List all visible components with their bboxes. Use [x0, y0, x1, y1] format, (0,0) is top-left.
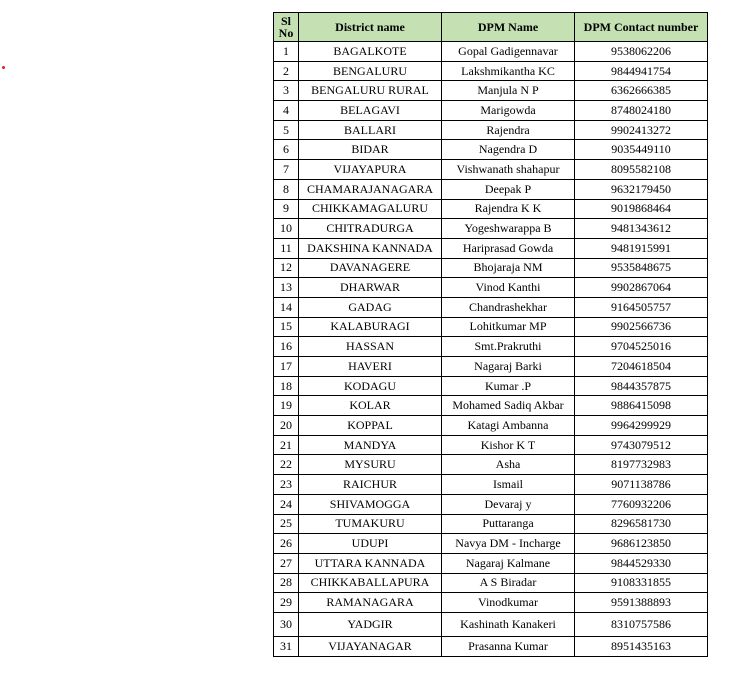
cell-district-name: UDUPI	[299, 534, 442, 554]
cell-sl-no: 29	[274, 593, 299, 613]
cell-dpm-name: Kumar .P	[442, 376, 575, 396]
table-row	[274, 376, 708, 396]
cell-dpm-name: Marigowda	[442, 101, 575, 121]
cell-district-name: KALABURAGI	[299, 317, 442, 337]
cell-district-name: DAKSHINA KANNADA	[299, 238, 442, 258]
cell-dpm-contact: 8197732983	[575, 455, 708, 475]
cell-dpm-name: Lakshmikantha KC	[442, 61, 575, 81]
cell-district-name: BAGALKOTE	[299, 42, 442, 62]
cell-dpm-contact: 9902566736	[575, 317, 708, 337]
cell-sl-no: 23	[274, 475, 299, 495]
cell-sl-no: 9	[274, 199, 299, 219]
cell-dpm-contact: 9481915991	[575, 238, 708, 258]
table-row	[274, 612, 708, 636]
cell-dpm-name: Navya DM - Incharge	[442, 534, 575, 554]
cell-sl-no: 12	[274, 258, 299, 278]
cell-dpm-name: Deepak P	[442, 179, 575, 199]
cell-dpm-name: Rajendra	[442, 120, 575, 140]
table-row	[274, 258, 708, 278]
cell-district-name: UTTARA KANNADA	[299, 553, 442, 573]
cell-dpm-contact: 9844357875	[575, 376, 708, 396]
cell-sl-no: 14	[274, 297, 299, 317]
cell-district-name: SHIVAMOGGA	[299, 494, 442, 514]
cell-district-name: GADAG	[299, 297, 442, 317]
cell-district-name: RAMANAGARA	[299, 593, 442, 613]
cell-dpm-contact: 6362666385	[575, 81, 708, 101]
cell-dpm-contact: 9886415098	[575, 396, 708, 416]
cell-district-name: CHIKKAMAGALURU	[299, 199, 442, 219]
table-row	[274, 573, 708, 593]
cell-dpm-contact: 9481343612	[575, 219, 708, 239]
cell-sl-no: 31	[274, 636, 299, 656]
header-district-name: District name	[299, 13, 442, 42]
header-sl-no: Sl No	[274, 13, 299, 42]
cell-district-name: BENGALURU RURAL	[299, 81, 442, 101]
table-row	[274, 179, 708, 199]
cell-sl-no: 15	[274, 317, 299, 337]
cell-sl-no: 3	[274, 81, 299, 101]
table-row	[274, 494, 708, 514]
table-row	[274, 297, 708, 317]
cell-dpm-contact: 9035449110	[575, 140, 708, 160]
cell-dpm-contact: 9964299929	[575, 416, 708, 436]
cell-dpm-contact: 9538062206	[575, 42, 708, 62]
cell-dpm-contact: 9019868464	[575, 199, 708, 219]
table-row	[274, 101, 708, 121]
header-dpm-contact-number: DPM Contact number	[575, 13, 708, 42]
cell-dpm-contact: 9591388893	[575, 593, 708, 613]
table-row	[274, 416, 708, 436]
cell-sl-no: 18	[274, 376, 299, 396]
cell-district-name: BIDAR	[299, 140, 442, 160]
table-row	[274, 61, 708, 81]
cell-district-name: VIJAYAPURA	[299, 160, 442, 180]
cell-dpm-name: Mohamed Sadiq Akbar	[442, 396, 575, 416]
cell-sl-no: 11	[274, 238, 299, 258]
cell-district-name: KODAGU	[299, 376, 442, 396]
cell-sl-no: 20	[274, 416, 299, 436]
cell-dpm-name: Katagi Ambanna	[442, 416, 575, 436]
cell-sl-no: 5	[274, 120, 299, 140]
cell-sl-no: 2	[274, 61, 299, 81]
table-row	[274, 396, 708, 416]
cell-dpm-name: A S Biradar	[442, 573, 575, 593]
cell-dpm-name: Yogeshwarappa B	[442, 219, 575, 239]
table-row	[274, 337, 708, 357]
cell-dpm-name: Bhojaraja NM	[442, 258, 575, 278]
table-row	[274, 593, 708, 613]
cell-dpm-name: Lohitkumar MP	[442, 317, 575, 337]
cell-dpm-name: Manjula N P	[442, 81, 575, 101]
red-dot-mark	[2, 66, 5, 69]
cell-dpm-name: Nagaraj Kalmane	[442, 553, 575, 573]
cell-sl-no: 6	[274, 140, 299, 160]
cell-dpm-name: Kishor K T	[442, 435, 575, 455]
dpm-contact-table	[273, 12, 708, 657]
cell-dpm-contact: 9902413272	[575, 120, 708, 140]
cell-dpm-contact: 9844941754	[575, 61, 708, 81]
table-row	[274, 317, 708, 337]
cell-dpm-contact: 9743079512	[575, 435, 708, 455]
cell-dpm-name: Asha	[442, 455, 575, 475]
table-body	[274, 42, 708, 657]
cell-sl-no: 17	[274, 357, 299, 377]
cell-dpm-contact: 9686123850	[575, 534, 708, 554]
cell-sl-no: 28	[274, 573, 299, 593]
cell-sl-no: 4	[274, 101, 299, 121]
cell-sl-no: 7	[274, 160, 299, 180]
cell-sl-no: 8	[274, 179, 299, 199]
cell-dpm-name: Vinod Kanthi	[442, 278, 575, 298]
cell-dpm-contact: 9844529330	[575, 553, 708, 573]
table-header-row	[274, 13, 708, 42]
cell-dpm-contact: 8748024180	[575, 101, 708, 121]
cell-district-name: BALLARI	[299, 120, 442, 140]
cell-district-name: BENGALURU	[299, 61, 442, 81]
cell-sl-no: 10	[274, 219, 299, 239]
cell-district-name: HAVERI	[299, 357, 442, 377]
table-row	[274, 475, 708, 495]
table-row	[274, 514, 708, 534]
cell-district-name: KOLAR	[299, 396, 442, 416]
cell-dpm-contact: 9164505757	[575, 297, 708, 317]
cell-district-name: CHAMARAJANAGARA	[299, 179, 442, 199]
cell-dpm-contact: 8095582108	[575, 160, 708, 180]
cell-dpm-contact: 9071138786	[575, 475, 708, 495]
cell-sl-no: 27	[274, 553, 299, 573]
cell-dpm-contact: 9704525016	[575, 337, 708, 357]
table-row	[274, 435, 708, 455]
cell-dpm-contact: 9632179450	[575, 179, 708, 199]
table-row	[274, 42, 708, 62]
cell-dpm-contact: 9535848675	[575, 258, 708, 278]
cell-dpm-name: Devaraj y	[442, 494, 575, 514]
cell-dpm-name: Prasanna Kumar	[442, 636, 575, 656]
cell-district-name: VIJAYANAGAR	[299, 636, 442, 656]
cell-district-name: BELAGAVI	[299, 101, 442, 121]
table-row	[274, 219, 708, 239]
table-row	[274, 553, 708, 573]
cell-district-name: MYSURU	[299, 455, 442, 475]
cell-sl-no: 21	[274, 435, 299, 455]
table-row	[274, 81, 708, 101]
table-row	[274, 534, 708, 554]
cell-district-name: DHARWAR	[299, 278, 442, 298]
table-row	[274, 160, 708, 180]
cell-dpm-contact: 8951435163	[575, 636, 708, 656]
cell-sl-no: 25	[274, 514, 299, 534]
cell-dpm-contact: 8310757586	[575, 612, 708, 636]
cell-district-name: DAVANAGERE	[299, 258, 442, 278]
cell-dpm-contact: 8296581730	[575, 514, 708, 534]
table-row	[274, 120, 708, 140]
cell-district-name: CHIKKABALLAPURA	[299, 573, 442, 593]
cell-dpm-contact: 7760932206	[575, 494, 708, 514]
table-row	[274, 636, 708, 656]
cell-sl-no: 22	[274, 455, 299, 475]
cell-dpm-name: Nagendra D	[442, 140, 575, 160]
cell-dpm-name: Puttaranga	[442, 514, 575, 534]
cell-dpm-name: Vinodkumar	[442, 593, 575, 613]
cell-sl-no: 19	[274, 396, 299, 416]
table-row	[274, 278, 708, 298]
cell-dpm-contact: 9902867064	[575, 278, 708, 298]
cell-district-name: YADGIR	[299, 612, 442, 636]
cell-dpm-name: Chandrashekhar	[442, 297, 575, 317]
cell-district-name: CHITRADURGA	[299, 219, 442, 239]
cell-dpm-name: Rajendra K K	[442, 199, 575, 219]
cell-sl-no: 16	[274, 337, 299, 357]
table-row	[274, 357, 708, 377]
cell-dpm-name: Smt.Prakruthi	[442, 337, 575, 357]
cell-sl-no: 26	[274, 534, 299, 554]
cell-district-name: MANDYA	[299, 435, 442, 455]
cell-district-name: RAICHUR	[299, 475, 442, 495]
cell-district-name: HASSAN	[299, 337, 442, 357]
cell-dpm-name: Ismail	[442, 475, 575, 495]
table-row	[274, 199, 708, 219]
cell-dpm-contact: 7204618504	[575, 357, 708, 377]
cell-dpm-name: Gopal Gadigennavar	[442, 42, 575, 62]
header-dpm-name: DPM Name	[442, 13, 575, 42]
cell-dpm-contact: 9108331855	[575, 573, 708, 593]
cell-district-name: TUMAKURU	[299, 514, 442, 534]
cell-sl-no: 1	[274, 42, 299, 62]
cell-sl-no: 30	[274, 612, 299, 636]
cell-dpm-name: Kashinath Kanakeri	[442, 612, 575, 636]
cell-dpm-name: Vishwanath shahapur	[442, 160, 575, 180]
cell-sl-no: 24	[274, 494, 299, 514]
table-row	[274, 140, 708, 160]
table-row	[274, 455, 708, 475]
cell-dpm-name: Nagaraj Barki	[442, 357, 575, 377]
cell-district-name: KOPPAL	[299, 416, 442, 436]
cell-dpm-name: Hariprasad Gowda	[442, 238, 575, 258]
cell-sl-no: 13	[274, 278, 299, 298]
table-row	[274, 238, 708, 258]
